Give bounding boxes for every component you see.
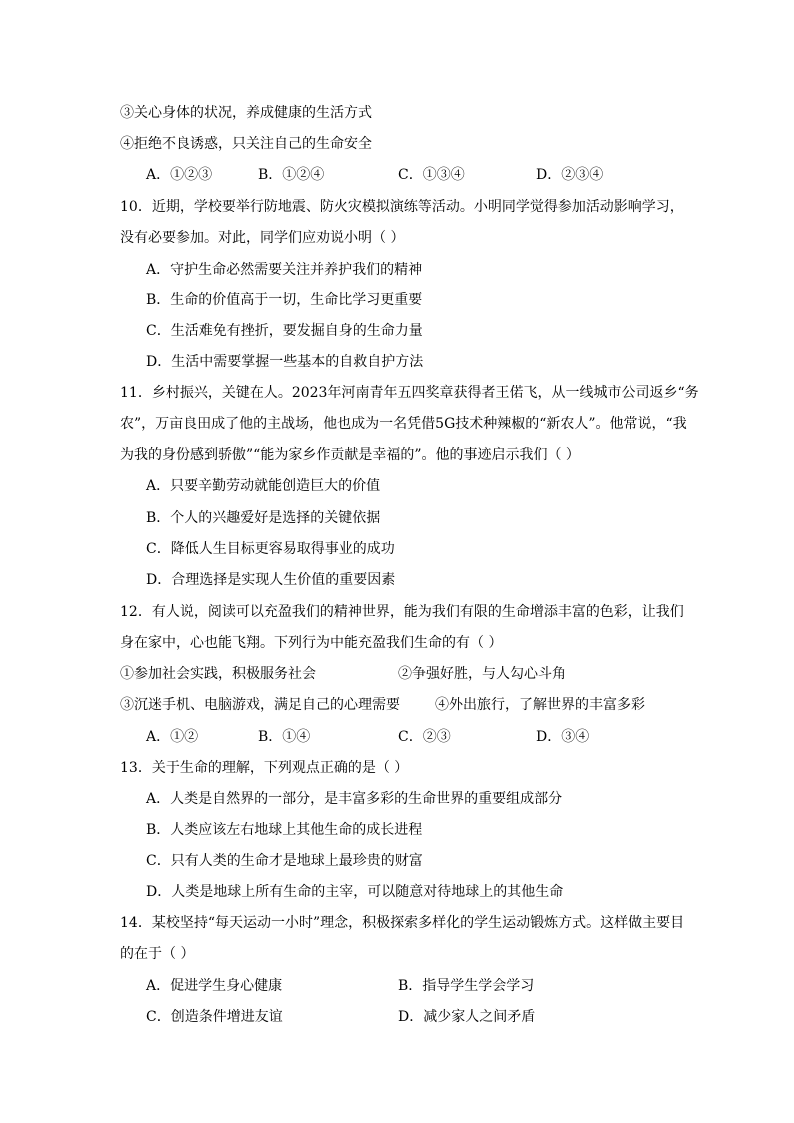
q12-item-1: ①参加社会实践，积极服务社会 bbox=[120, 666, 316, 682]
q9-item-4: ④拒绝不良诱惑，只关注自己的生命安全 bbox=[120, 136, 372, 152]
q11-option-a: A．只要辛勤劳动就能创造巨大的价值 bbox=[146, 478, 381, 494]
q10-option-a: A．守护生命必然需要关注并养护我们的精神 bbox=[146, 262, 423, 278]
q13-stem-line1: 13．关于生命的理解，下列观点正确的是（ ） bbox=[120, 760, 409, 776]
q12-item-3: ③沉迷手机、电脑游戏，满足自己的心理需要 bbox=[120, 697, 400, 713]
q13-option-c: C．只有人类的生命才是地球上最珍贵的财富 bbox=[146, 853, 423, 869]
q12-item-2: ②争强好胜，与人勾心斗角 bbox=[398, 666, 566, 682]
q14-option-a: A．促进学生身心健康 bbox=[146, 978, 283, 994]
q9-option-b: B．①②④ bbox=[258, 167, 325, 183]
q12-option-d: D．③④ bbox=[536, 729, 590, 745]
q9-option-c: C．①③④ bbox=[398, 167, 465, 183]
q10-option-b: B．生命的价值高于一切，生命比学习更重要 bbox=[146, 292, 423, 308]
q14-option-d: D．减少家人之间矛盾 bbox=[398, 1009, 536, 1025]
q9-item-3: ③关心身体的状况，养成健康的生活方式 bbox=[120, 105, 372, 121]
q12-option-c: C．②③ bbox=[398, 729, 451, 745]
q14-option-c: C．创造条件增进友谊 bbox=[146, 1009, 283, 1025]
q14-stem-line2: 的在于（ ） bbox=[120, 946, 195, 962]
q9-option-a: A．①②③ bbox=[146, 167, 213, 183]
q14-option-b: B．指导学生学会学习 bbox=[398, 978, 535, 994]
q12-item-4: ④外出旅行，了解世界的丰富多彩 bbox=[435, 697, 645, 713]
q13-option-a: A．人类是自然界的一部分，是丰富多彩的生命世界的重要组成部分 bbox=[146, 791, 563, 807]
q11-option-b: B．个人的兴趣爱好是选择的关键依据 bbox=[146, 510, 381, 526]
q11-stem-line1: 11．乡村振兴，关键在人。2023年河南青年五四奖章获得者王偌飞，从一线城市公司返乡“务 bbox=[120, 385, 699, 401]
q11-stem-line2: 农”，万亩良田成了他的主战场，他也成为一名凭借5G技术种辣椒的“新农人”。他常说，“我 bbox=[120, 416, 687, 432]
q10-stem-line2: 没有必要参加。对此，同学们应劝说小明（ ） bbox=[120, 230, 405, 246]
q12-stem-line1: 12．有人说，阅读可以充盈我们的精神世界，能为我们有限的生命增添丰富的色彩，让我们 bbox=[120, 604, 684, 620]
q10-option-d: D．生活中需要掌握一些基本的自救自护方法 bbox=[146, 354, 424, 370]
q12-stem-line2: 身在家中，心也能飞翔。下列行为中能充盈我们生命的有（ ） bbox=[120, 635, 503, 651]
q10-stem-line1: 10．近期，学校要举行防地震、防火灾模拟演练等活动。小明同学觉得参加活动影响学习， bbox=[120, 199, 684, 215]
q11-stem-line3: 为我的身份感到骄傲”“能为家乡作贡献是幸福的”。他的事迹启示我们（ ） bbox=[120, 447, 580, 463]
q11-option-d: D．合理选择是实现人生价值的重要因素 bbox=[146, 572, 396, 588]
q13-option-b: B．人类应该左右地球上其他生命的成长进程 bbox=[146, 822, 423, 838]
q11-option-c: C．降低人生目标更容易取得事业的成功 bbox=[146, 541, 395, 557]
q12-option-a: A．①② bbox=[146, 729, 199, 745]
q10-option-c: C．生活难免有挫折，要发掘自身的生命力量 bbox=[146, 323, 423, 339]
q14-stem-line1: 14．某校坚持“每天运动一小时”理念，积极探索多样化的学生运动锻炼方式。这样做主要目 bbox=[120, 915, 685, 931]
q13-option-d: D．人类是地球上所有生命的主宰，可以随意对待地球上的其他生命 bbox=[146, 884, 564, 900]
q12-option-b: B．①④ bbox=[258, 729, 311, 745]
q9-option-d: D．②③④ bbox=[536, 167, 604, 183]
